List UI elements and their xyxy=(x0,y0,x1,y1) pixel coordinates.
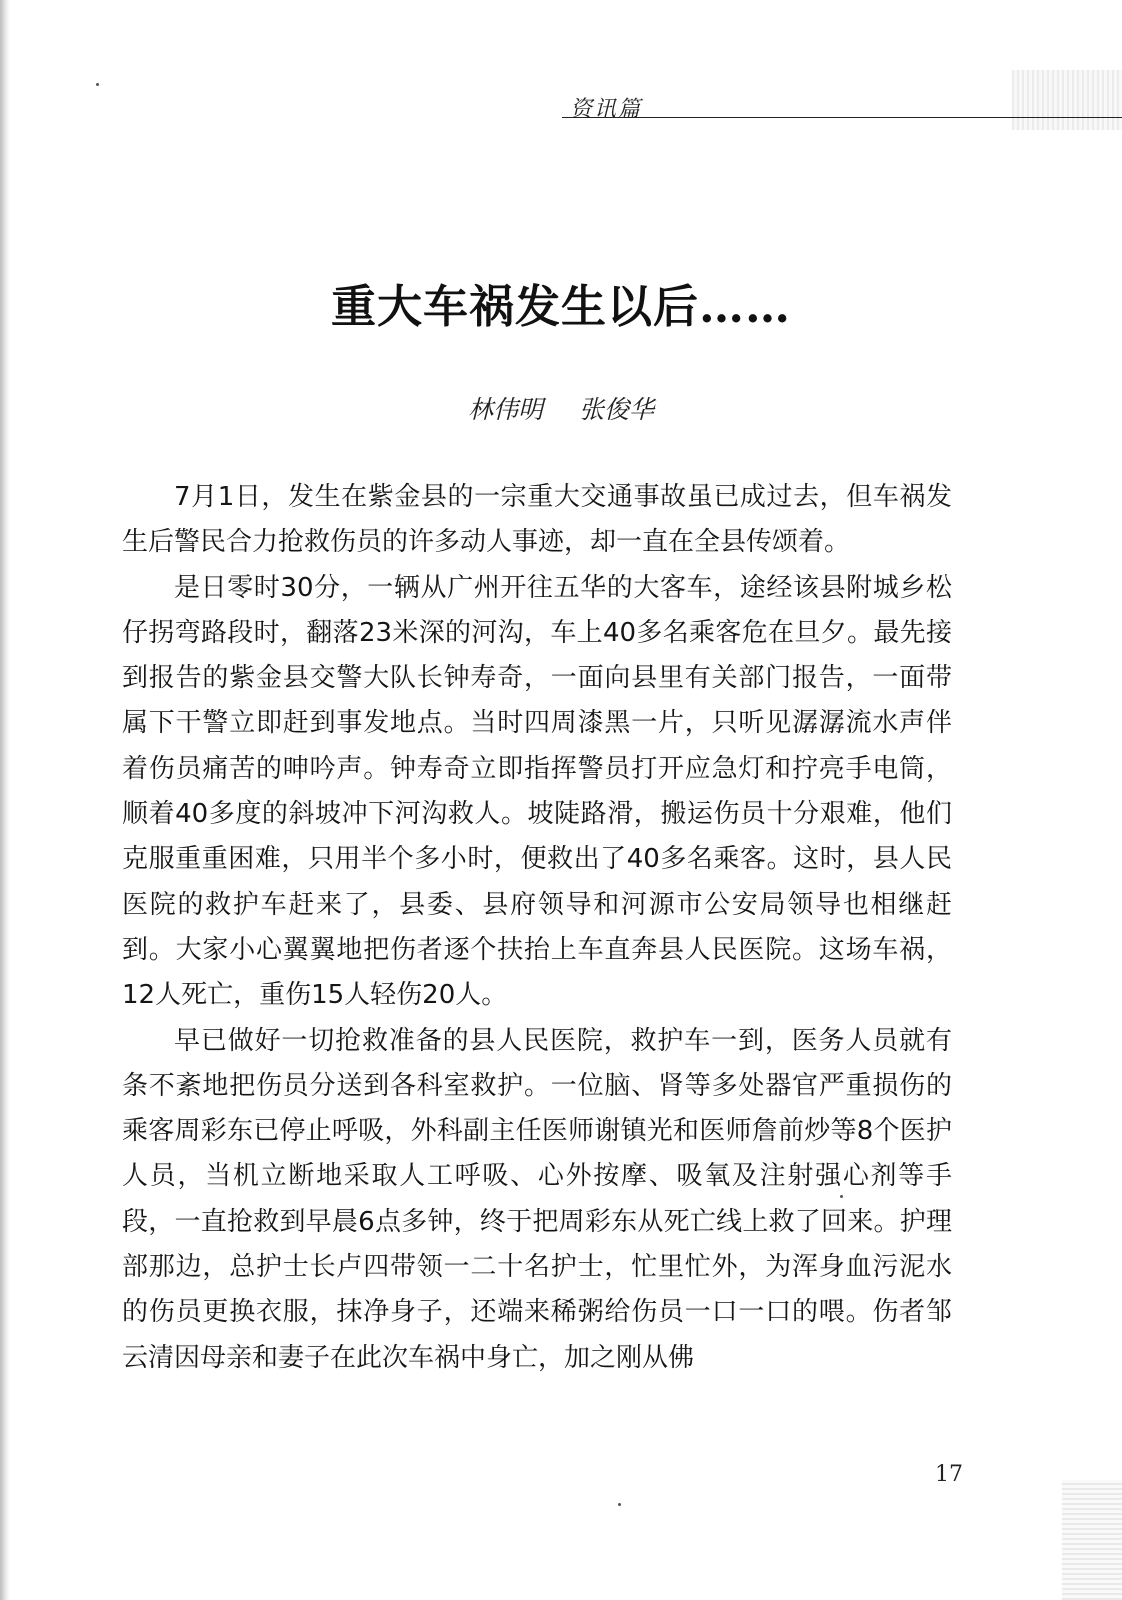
author-name: 张俊华 xyxy=(578,395,654,424)
scan-edge-shadow xyxy=(0,0,10,1600)
paragraph: 是日零时30分，一辆从广州开往五华的大客车，途经该县附城乡松仔拐弯路段时，翻落23米深的河沟，车上40多名乘客危在旦夕。最先接到报告的紫金县交警大队长钟寿奇，一面向县里有关部门报告，一面带属下干警立即赶到事发地点。当时四周漆黑一片，只听见潺潺流水声伴着伤员痛苦的呻吟声。钟寿奇立即指挥警员打开应急灯和拧亮手电筒，顺着40多度的斜坡冲下河沟救人。坡陡路滑，搬运伤员十分艰难，他们克服重重困难，只用半个多小时，便救出了40多名乘客。这时，县人民医院的救护车赶来了，县委、县府领导和河源市公安局领导也相继赶到。大家小心翼翼地把伤者逐个扶抬上车直奔县人民医院。这场车祸，12人死亡，重伤15人轻伤20人。 xyxy=(122,572,952,1011)
page-number: 17 xyxy=(935,1462,963,1487)
scan-speck xyxy=(96,83,99,86)
scan-noise-bottom xyxy=(1062,1480,1122,1600)
article-body xyxy=(122,475,952,1381)
paragraph: 7月1日，发生在紫金县的一宗重大交通事故虽已成过去，但车祸发生后警民合力抢救伤员的许多动人事迹，却一直在全县传颂着。 xyxy=(122,482,952,558)
scan-speck xyxy=(618,1503,621,1506)
article-title: 重大车祸发生以后…… xyxy=(330,280,791,333)
header-rule xyxy=(562,117,1122,118)
section-label: 资讯篇 xyxy=(570,97,643,122)
article-authors xyxy=(0,390,1122,426)
scan-noise-top xyxy=(1012,70,1122,130)
paragraph: 早已做好一切抢救准备的县人民医院，救护车一到，医务人员就有条不紊地把伤员分送到各科室救护。一位脑、肾等多处器官严重损伤的乘客周彩东已停止呼吸，外科副主任医师谢镇光和医师詹前炒等8个医护人员，当机立断地采取人工呼吸、心外按摩、吸氧及注射强心剂等手段，一直抢救到早晨6点多钟，终于把周彩东从死亡线上救了回来。护理部那边，总护士长卢四带领一二十名护士，忙里忙外，为浑身血污泥水的伤员更换衣服，抹净身子，还端来稀粥给伤员一口一口的喂。伤者邹云清因母亲和妻子在此次车祸中身亡，加之刚从佛 xyxy=(122,1025,952,1373)
author-name: 林伟明 xyxy=(468,395,544,424)
